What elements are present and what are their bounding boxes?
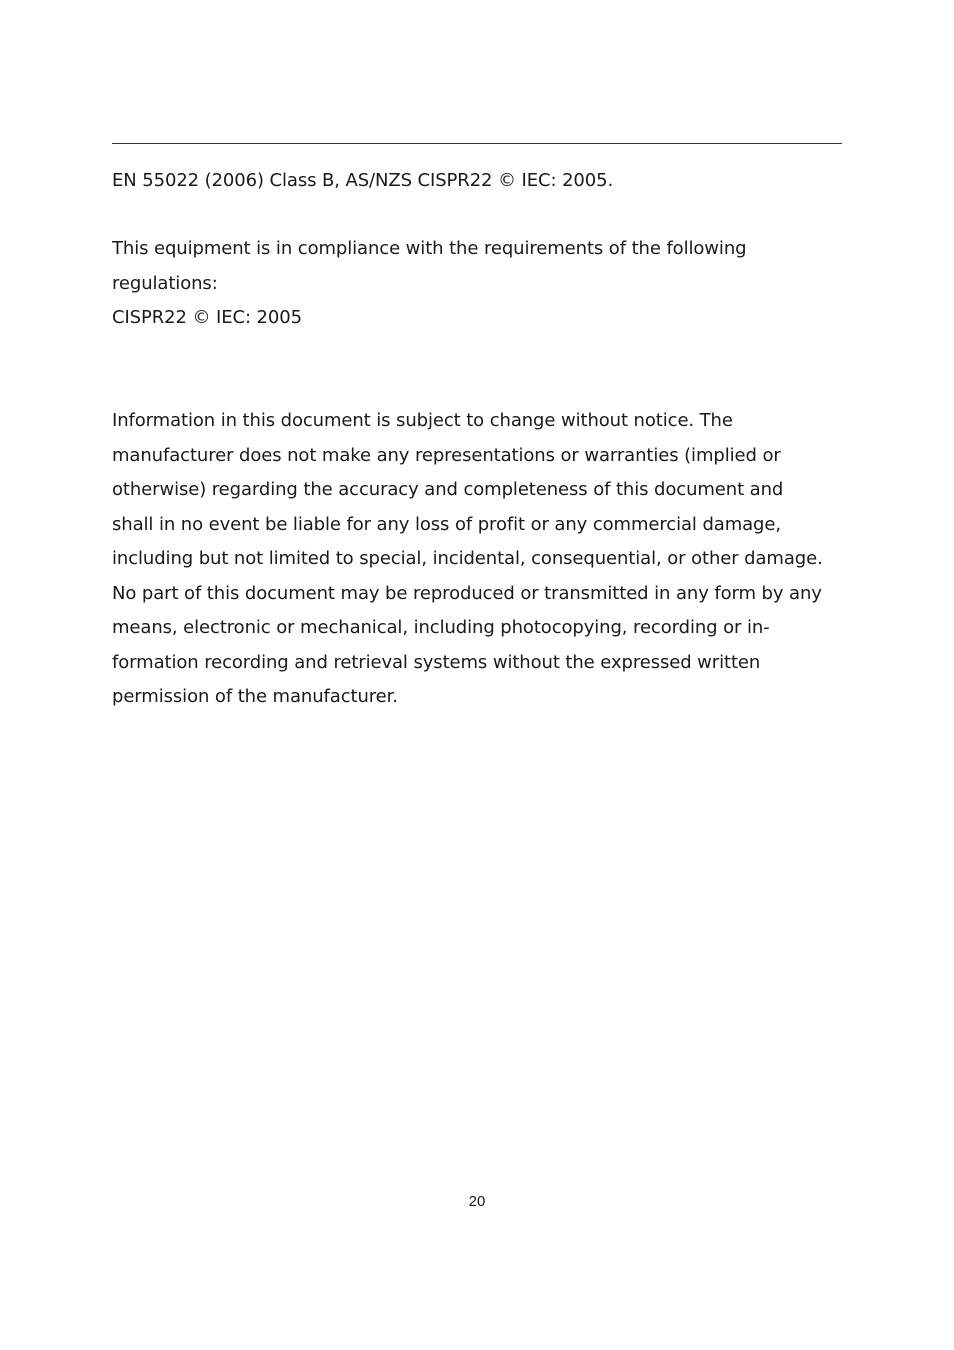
disclaimer-line: including but not limited to special, incidental, consequential, or other damage. <box>112 548 823 569</box>
disclaimer-line: Information in this document is subject to change without notice. The <box>112 410 733 431</box>
disclaimer-line: permission of the manufacturer. <box>112 686 398 707</box>
compliance-line: CISPR22 © IEC: 2005 <box>112 307 302 328</box>
disclaimer-line: manufacturer does not make any representations or warranties (implied or <box>112 444 781 466</box>
standards-line: EN 55022 (2006) Class B, AS/NZS CISPR22 © IEC: 2005. <box>112 170 614 191</box>
header-rule <box>112 143 842 144</box>
disclaimer-paragraph <box>112 404 852 715</box>
page-number: 20 <box>468 1193 486 1210</box>
disclaimer-line: shall in no event be liable for any loss of profit or any commercial damage, <box>112 513 781 535</box>
disclaimer-line: means, electronic or mechanical, including photocopying, recording or in- <box>112 617 770 638</box>
disclaimer-line: formation recording and retrieval systems without the expressed written <box>112 651 761 673</box>
compliance-line: This equipment is in compliance with the requirements of the following <box>112 238 747 259</box>
compliance-line: regulations: <box>112 272 218 294</box>
compliance-paragraph <box>112 232 852 336</box>
disclaimer-line: otherwise) regarding the accuracy and completeness of this document and <box>112 479 784 500</box>
standards-paragraph <box>112 164 852 199</box>
disclaimer-line: No part of this document may be reproduced or transmitted in any form by any <box>112 582 822 604</box>
